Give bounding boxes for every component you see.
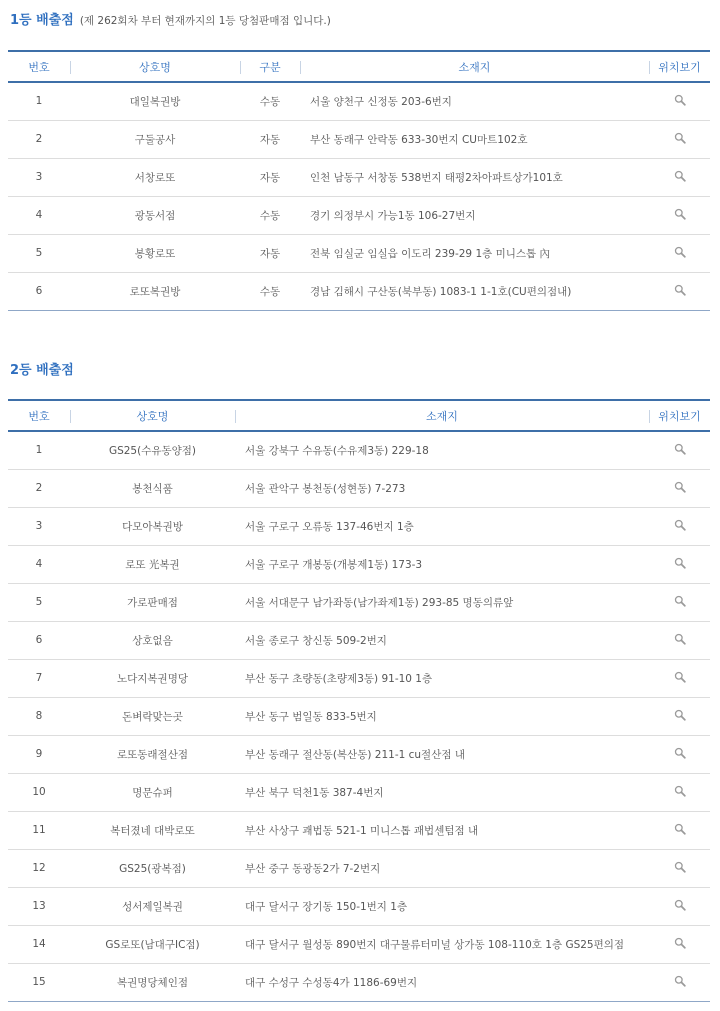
store-name: 서창로또 xyxy=(70,158,240,196)
store-address: 부산 동래구 안락동 633-30번지 CU마트102호 xyxy=(300,120,649,158)
location-cell xyxy=(649,963,710,1001)
store-name: 로또 光복권 xyxy=(70,545,235,583)
store-name: 로또동래절산점 xyxy=(70,735,235,773)
first-prize-rows xyxy=(8,82,710,310)
row-number: 7 xyxy=(8,659,70,697)
store-address: 부산 사상구 괘법동 521-1 미니스톱 괘법센텀점 내 xyxy=(235,811,649,849)
store-name: GS로또(남대구IC점) xyxy=(70,925,235,963)
location-cell xyxy=(649,120,710,158)
row-number: 14 xyxy=(8,925,70,963)
location-cell xyxy=(649,234,710,272)
magnifier-icon[interactable] xyxy=(674,557,686,572)
row-number: 1 xyxy=(8,82,70,120)
location-cell xyxy=(649,925,710,963)
header-location: 위치보기 xyxy=(649,51,710,82)
row-number: 6 xyxy=(8,272,70,310)
magnifier-icon[interactable] xyxy=(674,132,686,147)
store-address: 전북 임실군 임실읍 이도리 239-29 1층 미니스톱 內 xyxy=(300,234,649,272)
store-name: 복권명당체인점 xyxy=(70,963,235,1001)
table-row xyxy=(8,158,710,196)
magnifier-icon[interactable] xyxy=(674,785,686,800)
magnifier-icon[interactable] xyxy=(674,443,686,458)
location-cell xyxy=(649,431,710,469)
store-address: 서울 관악구 봉천동(성현동) 7-273 xyxy=(235,469,649,507)
row-number: 3 xyxy=(8,158,70,196)
table-row xyxy=(8,120,710,158)
location-cell xyxy=(649,811,710,849)
store-name: 돈벼락맞는곳 xyxy=(70,697,235,735)
store-address: 서울 양천구 신정동 203-6번지 xyxy=(300,82,649,120)
first-prize-note: (제 262회차 부터 현재까지의 1등 당첨판매점 입니다.) xyxy=(79,15,331,27)
store-name: 봉천식품 xyxy=(70,469,235,507)
row-number: 6 xyxy=(8,621,70,659)
table-row xyxy=(8,272,710,310)
header-store-name: 상호명 xyxy=(70,51,240,82)
store-name: GS25(광복점) xyxy=(70,849,235,887)
location-cell xyxy=(649,659,710,697)
store-name: 노다지복권명당 xyxy=(70,659,235,697)
store-address: 대구 달서구 장기동 150-1번지 1층 xyxy=(235,887,649,925)
store-address: 경남 김해시 구산동(북부동) 1083-1 1-1호(CU편의점내) xyxy=(300,272,649,310)
row-number: 4 xyxy=(8,196,70,234)
table-header-row xyxy=(8,51,710,82)
table-header-row xyxy=(8,400,710,431)
magnifier-icon[interactable] xyxy=(674,633,686,648)
table-row xyxy=(8,963,710,1001)
table-row xyxy=(8,659,710,697)
location-cell xyxy=(649,158,710,196)
location-cell xyxy=(649,82,710,120)
table-row xyxy=(8,234,710,272)
store-name: 복터졌네 대박로또 xyxy=(70,811,235,849)
store-name: 다모아복권방 xyxy=(70,507,235,545)
header-number: 번호 xyxy=(8,51,70,82)
table-row xyxy=(8,621,710,659)
selection-type: 수동 xyxy=(240,196,300,234)
first-prize-title: 1등 배출점 xyxy=(10,13,74,28)
store-address: 서울 종로구 창신동 509-2번지 xyxy=(235,621,649,659)
selection-type: 자동 xyxy=(240,158,300,196)
selection-type: 자동 xyxy=(240,234,300,272)
magnifier-icon[interactable] xyxy=(674,899,686,914)
table-row xyxy=(8,196,710,234)
magnifier-icon[interactable] xyxy=(674,823,686,838)
row-number: 4 xyxy=(8,545,70,583)
store-address: 서울 구로구 개봉동(개봉제1동) 173-3 xyxy=(235,545,649,583)
store-name: 성서제일복권 xyxy=(70,887,235,925)
location-cell xyxy=(649,507,710,545)
magnifier-icon[interactable] xyxy=(674,595,686,610)
magnifier-icon[interactable] xyxy=(674,284,686,299)
store-address: 서울 서대문구 남가좌동(남가좌제1동) 293-85 명동의류앞 xyxy=(235,583,649,621)
store-address: 부산 중구 동광동2가 7-2번지 xyxy=(235,849,649,887)
magnifier-icon[interactable] xyxy=(674,861,686,876)
location-cell xyxy=(649,735,710,773)
store-address: 인천 남동구 서창동 538번지 태평2차아파트상가101호 xyxy=(300,158,649,196)
table-row xyxy=(8,773,710,811)
magnifier-icon[interactable] xyxy=(674,481,686,496)
store-name: GS25(수유동양점) xyxy=(70,431,235,469)
location-cell xyxy=(649,469,710,507)
magnifier-icon[interactable] xyxy=(674,208,686,223)
selection-type: 자동 xyxy=(240,120,300,158)
table-row xyxy=(8,925,710,963)
location-cell xyxy=(649,272,710,310)
location-cell xyxy=(649,773,710,811)
location-cell xyxy=(649,849,710,887)
row-number: 2 xyxy=(8,469,70,507)
magnifier-icon[interactable] xyxy=(674,246,686,261)
table-row xyxy=(8,697,710,735)
store-name: 상호없음 xyxy=(70,621,235,659)
header-address: 소재지 xyxy=(300,51,649,82)
magnifier-icon[interactable] xyxy=(674,170,686,185)
row-number: 1 xyxy=(8,431,70,469)
header-number: 번호 xyxy=(8,400,70,431)
row-number: 11 xyxy=(8,811,70,849)
store-name: 광동서점 xyxy=(70,196,240,234)
table-row xyxy=(8,545,710,583)
second-prize-rows xyxy=(8,431,710,1001)
table-row xyxy=(8,887,710,925)
header-location: 위치보기 xyxy=(649,400,710,431)
table-row xyxy=(8,583,710,621)
store-name: 명문슈퍼 xyxy=(70,773,235,811)
second-prize-title: 2등 배출점 xyxy=(10,363,74,378)
store-address: 부산 북구 덕천1동 387-4번지 xyxy=(235,773,649,811)
store-name: 로또복권방 xyxy=(70,272,240,310)
store-address: 부산 동구 범일동 833-5번지 xyxy=(235,697,649,735)
magnifier-icon[interactable] xyxy=(674,975,686,990)
first-prize-table xyxy=(8,50,710,311)
table-row xyxy=(8,469,710,507)
store-address: 부산 동래구 절산동(복산동) 211-1 cu절산점 내 xyxy=(235,735,649,773)
table-row xyxy=(8,507,710,545)
location-cell xyxy=(649,697,710,735)
table-row xyxy=(8,849,710,887)
row-number: 5 xyxy=(8,583,70,621)
store-address: 대구 달서구 월성동 890번지 대구물류터미널 상가동 108-110호 1층 GS25편의점 xyxy=(235,925,649,963)
store-name: 구둘공사 xyxy=(70,120,240,158)
magnifier-icon[interactable] xyxy=(674,937,686,952)
table-row xyxy=(8,82,710,120)
location-cell xyxy=(649,887,710,925)
row-number: 12 xyxy=(8,849,70,887)
header-address: 소재지 xyxy=(235,400,649,431)
store-address: 부산 동구 초량동(초량제3동) 91-10 1층 xyxy=(235,659,649,697)
first-prize-heading xyxy=(10,9,331,28)
magnifier-icon[interactable] xyxy=(674,709,686,724)
row-number: 8 xyxy=(8,697,70,735)
selection-type: 수동 xyxy=(240,272,300,310)
magnifier-icon[interactable] xyxy=(674,519,686,534)
store-address: 서울 강북구 수유동(수유제3동) 229-18 xyxy=(235,431,649,469)
second-prize-heading xyxy=(10,359,74,378)
table-row xyxy=(8,811,710,849)
header-store-name: 상호명 xyxy=(70,400,235,431)
row-number: 5 xyxy=(8,234,70,272)
table-row xyxy=(8,735,710,773)
row-number: 10 xyxy=(8,773,70,811)
location-cell xyxy=(649,621,710,659)
store-name: 봉황로또 xyxy=(70,234,240,272)
header-type: 구분 xyxy=(240,51,300,82)
row-number: 3 xyxy=(8,507,70,545)
location-cell xyxy=(649,545,710,583)
magnifier-icon[interactable] xyxy=(674,94,686,109)
table-row xyxy=(8,431,710,469)
location-cell xyxy=(649,196,710,234)
store-address: 서울 구로구 오류동 137-46번지 1층 xyxy=(235,507,649,545)
row-number: 13 xyxy=(8,887,70,925)
store-address: 경기 의정부시 가능1동 106-27번지 xyxy=(300,196,649,234)
second-prize-table xyxy=(8,399,710,1002)
store-name: 대일복권방 xyxy=(70,82,240,120)
row-number: 2 xyxy=(8,120,70,158)
selection-type: 수동 xyxy=(240,82,300,120)
magnifier-icon[interactable] xyxy=(674,671,686,686)
row-number: 15 xyxy=(8,963,70,1001)
row-number: 9 xyxy=(8,735,70,773)
location-cell xyxy=(649,583,710,621)
magnifier-icon[interactable] xyxy=(674,747,686,762)
store-name: 가로판매점 xyxy=(70,583,235,621)
store-address: 대구 수성구 수성동4가 1186-69번지 xyxy=(235,963,649,1001)
